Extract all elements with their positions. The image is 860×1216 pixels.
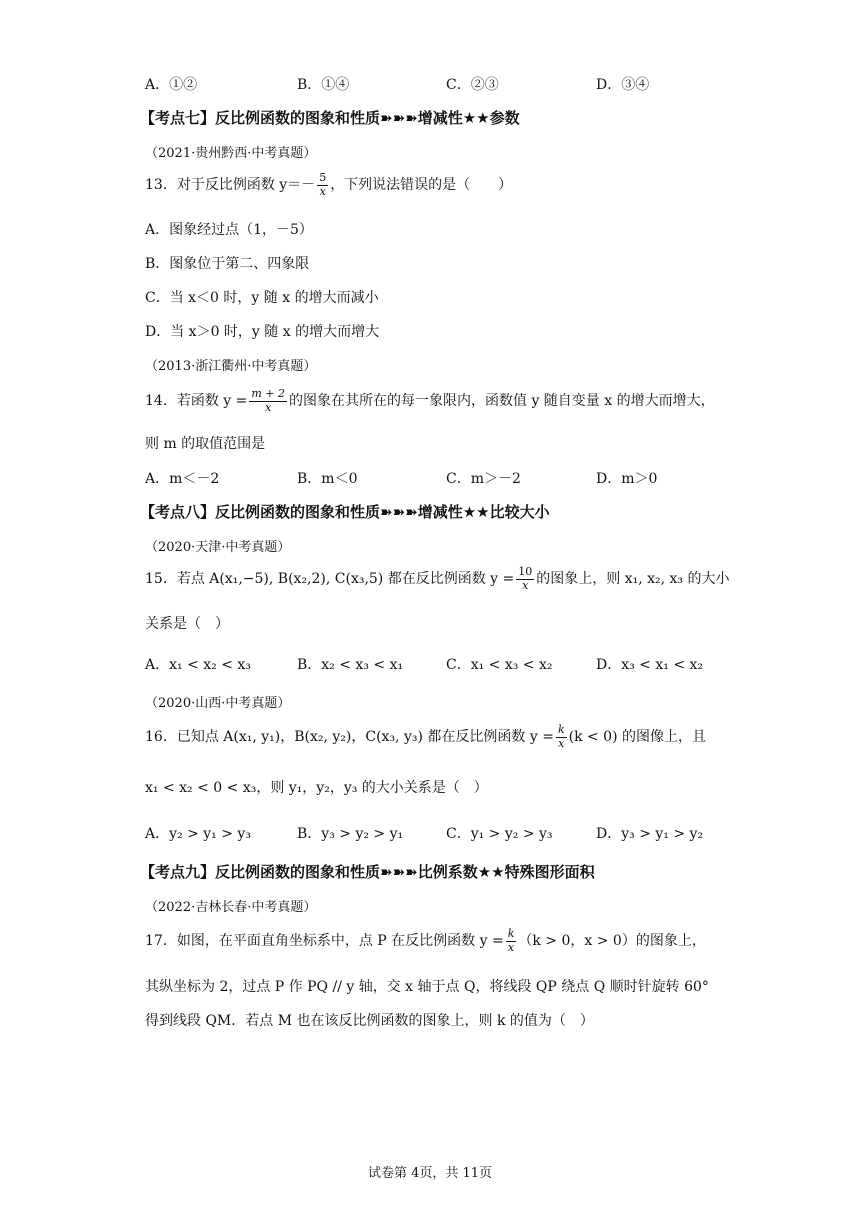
q12-option-a: A．①②: [145, 77, 198, 93]
q16-frac-num: k: [557, 723, 565, 736]
q14-line2: 则 m 的取值范围是: [145, 436, 266, 452]
q16-source: （2020·山西·中考真题）: [145, 696, 291, 711]
q14-option-a: A．m＜－2: [145, 471, 220, 487]
q14-stem: [145, 388, 715, 414]
q15-frac-num: 10: [518, 565, 533, 578]
section-heading-8: 【考点八】反比例函数的图象和性质➽➽➽增减性★★比较大小: [140, 503, 550, 521]
q15-frac-den: x: [522, 578, 529, 592]
q15-stem-after: 的图象上，则 x₁, x₂, x₃ 的大小: [536, 571, 730, 588]
q17-stem: [145, 928, 706, 954]
q14-fraction: [249, 388, 287, 414]
q14-frac-den: x: [265, 400, 272, 414]
q13-frac-den: x: [319, 184, 326, 198]
q16-stem-before: 16．已知点 A(x₁, y₁)，B(x₂, y₂)，C(x₃, y₃) 都在反比例函数 y =: [145, 729, 554, 746]
q17-line2: 其纵坐标为 2，过点 P 作 PQ // y 轴，交 x 轴于点 Q，将线段 QP 绕点 Q 顺时针旋转 60°: [145, 979, 709, 995]
q15-line2: 关系是（ ）: [145, 616, 229, 632]
q14-stem-before: 14．若函数 y =: [145, 393, 248, 410]
q14-option-d: D．m＞0: [596, 471, 658, 487]
q15-fraction: [516, 566, 534, 592]
q14-source: （2013·浙江衢州·中考真题）: [145, 359, 317, 374]
q13-option-b: B．图象位于第二、四象限: [145, 256, 310, 272]
q13-stem-after: ，下列说法错误的是（ ）: [330, 177, 513, 194]
q13-frac-num: 5: [319, 171, 327, 184]
q15-option-b: B．x₂ < x₃ < x₁: [297, 657, 404, 673]
q14-stem-after: 的图象在其所在的每一象限内，函数值 y 随自变量 x 的增大而增大，: [289, 393, 715, 410]
q13-source: （2021·贵州黔西·中考真题）: [145, 146, 317, 161]
q13-option-a: A．图象经过点（1，－5）: [145, 222, 313, 238]
q12-option-d: D．③④: [596, 77, 650, 93]
q15-option-d: D．x₃ < x₁ < x₂: [596, 657, 704, 673]
q16-option-d: D．y₃ > y₁ > y₂: [596, 826, 704, 842]
q16-stem: [145, 724, 706, 750]
q14-frac-num: m + 2: [251, 387, 285, 400]
q16-frac-den: x: [558, 736, 565, 750]
q17-frac-num: k: [507, 927, 515, 940]
q17-line3: 得到线段 QM．若点 M 也在该反比例函数的图象上，则 k 的值为（ ）: [145, 1013, 594, 1029]
q17-frac-den: x: [507, 940, 515, 954]
q16-option-c: C．y₁ > y₂ > y₃: [446, 826, 553, 842]
q15-source: （2020·天津·中考真题）: [145, 540, 291, 555]
q17-stem-after: （k > 0，x > 0）的图象上，: [518, 933, 706, 950]
q15-stem: [145, 566, 730, 592]
q17-source: （2022·吉林长春·中考真题）: [145, 900, 317, 915]
q13-stem: [145, 172, 512, 198]
q17-stem-before: 17．如图，在平面直角坐标系中，点 P 在反比例函数 y =: [145, 933, 504, 950]
q13-option-c: C．当 x＜0 时，y 随 x 的增大而减小: [145, 290, 379, 306]
q16-option-a: A．y₂ > y₁ > y₃: [145, 826, 251, 842]
q15-option-a: A．x₁ < x₂ < x₃: [145, 657, 251, 673]
q12-option-b: B．①④: [297, 77, 350, 93]
q15-stem-before: 15．若点 A(x₁,−5), B(x₂,2), C(x₃,5) 都在反比例函数 y =: [145, 571, 515, 588]
q16-stem-after: (k < 0) 的图像上，且: [568, 729, 707, 746]
q13-fraction: [317, 172, 328, 198]
q16-fraction: [556, 724, 567, 750]
q14-option-b: B．m＜0: [297, 471, 358, 487]
section-heading-7: 【考点七】反比例函数的图象和性质➽➽➽增减性★★参数: [140, 109, 520, 127]
q15-option-c: C．x₁ < x₃ < x₂: [446, 657, 553, 673]
q13-option-d: D．当 x＞0 时，y 随 x 的增大而增大: [145, 324, 380, 340]
q16-line2: x₁ < x₂ < 0 < x₃，则 y₁，y₂，y₃ 的大小关系是（ ）: [145, 780, 488, 796]
q16-option-b: B．y₃ > y₂ > y₁: [297, 826, 404, 842]
section-heading-9: 【考点九】反比例函数的图象和性质➽➽➽比例系数★★特殊图形面积: [140, 863, 595, 881]
q13-stem-before: 13．对于反比例函数 y＝－: [145, 177, 316, 194]
page-footer: 试卷第 4页，共 11页: [367, 1166, 493, 1181]
q12-option-c: C．②③: [446, 77, 499, 93]
q17-fraction: [506, 928, 517, 954]
q14-option-c: C．m＞－2: [446, 471, 521, 487]
